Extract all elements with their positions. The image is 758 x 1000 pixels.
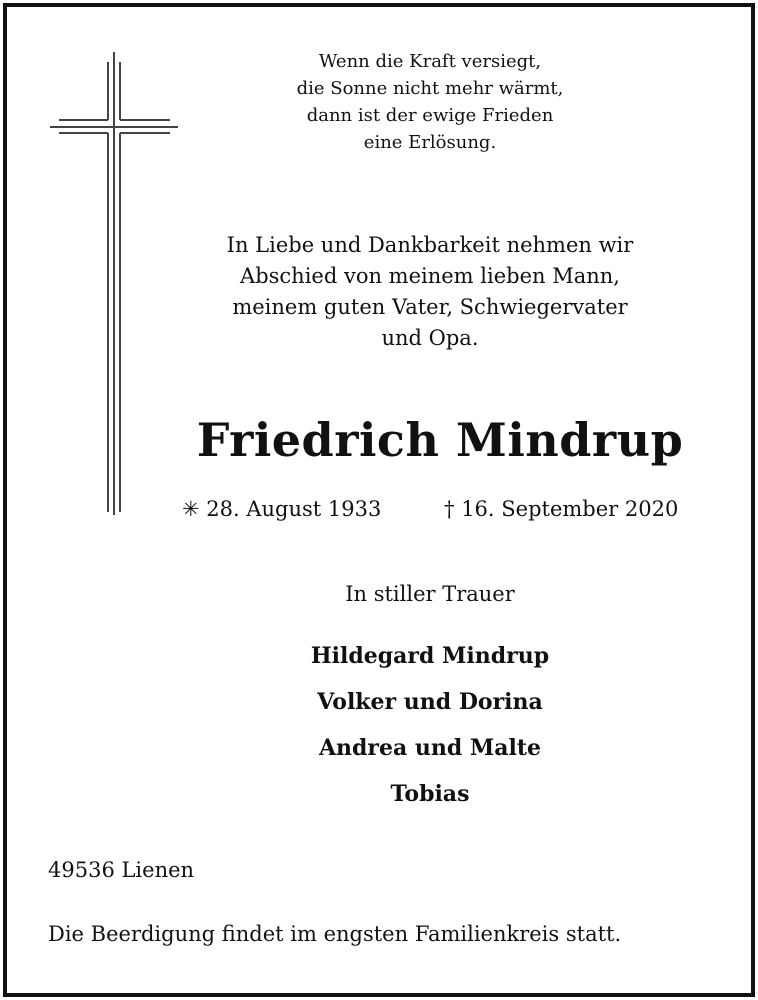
family-member: Tobias <box>390 781 470 807</box>
poem-line: Wenn die Kraft versiegt, <box>318 51 542 72</box>
family-member: Volker und Dorina <box>317 689 543 715</box>
poem-line: eine Erlösung. <box>363 132 497 153</box>
poem <box>200 48 660 156</box>
family-member: Andrea und Malte <box>318 735 542 761</box>
intro-line: Abschied von meinem lieben Mann, <box>240 264 620 288</box>
mourning-label: In stiller Trauer <box>345 582 515 606</box>
birth-date <box>182 494 381 524</box>
poem-line: die Sonne nicht mehr wärmt, <box>296 78 564 99</box>
family-list <box>200 633 660 817</box>
poem-line: dann ist der ewige Frieden <box>306 105 554 126</box>
birth-star-icon: ✳ <box>182 497 200 521</box>
funeral-note: Die Beerdigung findet im engsten Familienkreis statt. <box>48 922 622 946</box>
intro-text <box>180 230 680 354</box>
intro-line: In Liebe und Dankbarkeit nehmen wir <box>226 233 634 257</box>
death-date-text: 16. September 2020 <box>461 497 679 521</box>
deceased-name: Friedrich Mindrup <box>196 413 684 467</box>
location: 49536 Lienen <box>48 858 195 882</box>
intro-line: meinem guten Vater, Schwiegervater <box>232 295 628 319</box>
intro-line: und Opa. <box>381 326 479 350</box>
birth-date-text: 28. August 1933 <box>206 497 382 521</box>
family-member: Hildegard Mindrup <box>310 643 550 669</box>
death-date <box>444 494 678 524</box>
death-cross-icon: † <box>444 497 455 521</box>
